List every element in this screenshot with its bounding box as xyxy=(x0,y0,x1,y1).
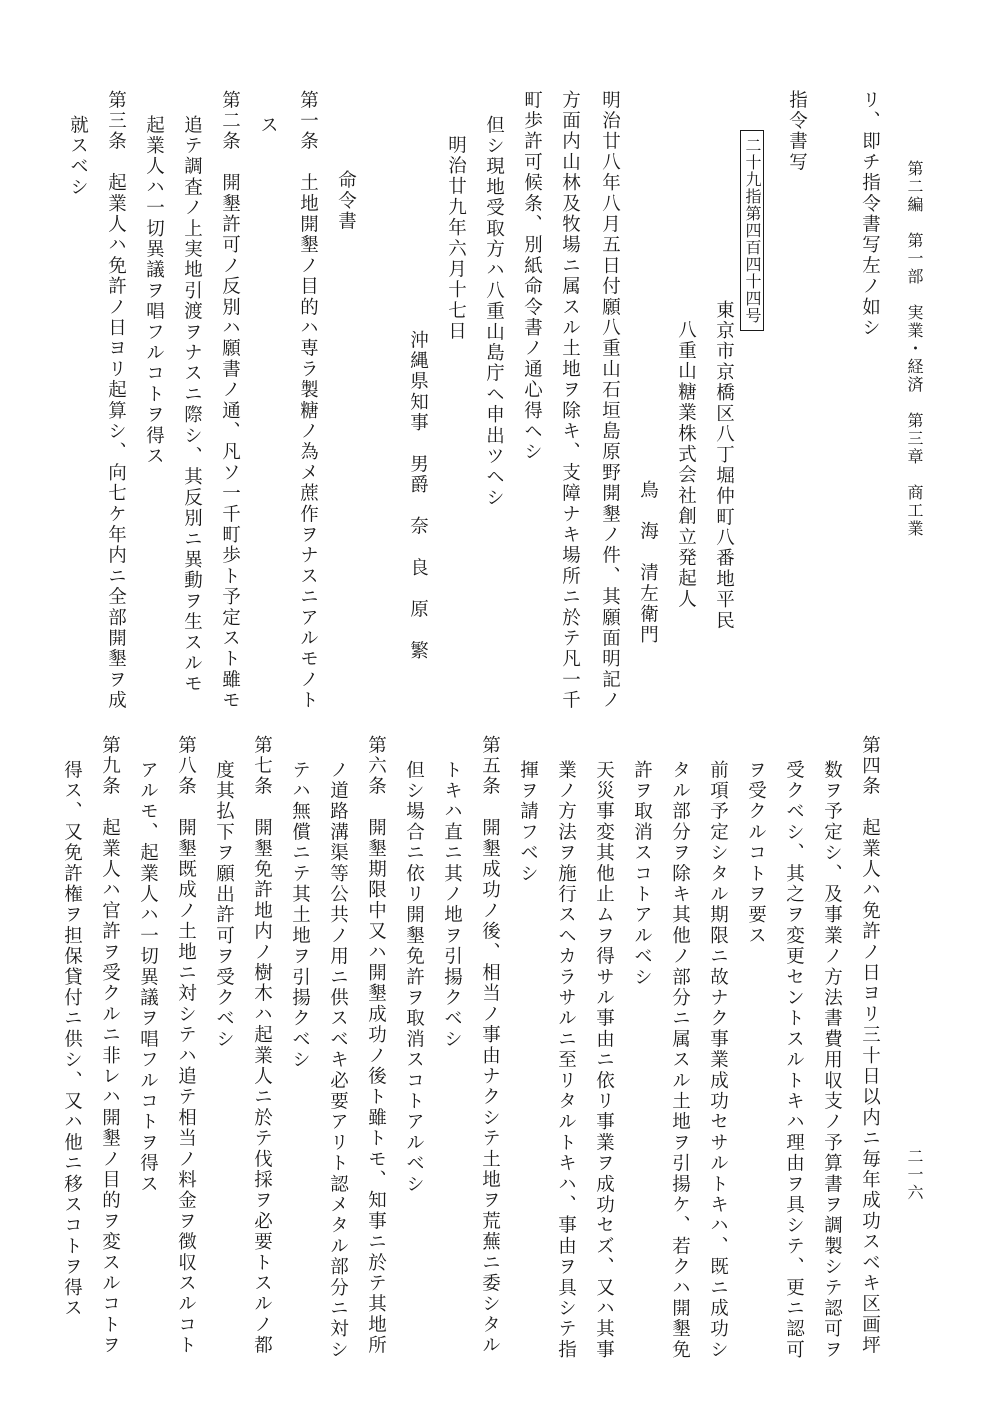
page-number: 二一六 xyxy=(905,1148,924,1202)
article-4-line-6: タル部分ヲ除キ其他ノ部分ニ属スル土地ヲ引揚ケ、若クハ開墾免 xyxy=(669,760,691,1361)
permit-date: 明治廿九年六月十七日 xyxy=(445,135,467,342)
article-6-line-1: 第六条 開墾期限中又ハ開墾成功ノ後ト雖トモ、知事ニ於テ其地所 xyxy=(365,735,387,1356)
article-4-line-1: 第四条 起業人ハ免許ノ日ヨリ三十日以内ニ毎年成功スベキ区画坪 xyxy=(859,735,881,1356)
article-4-line-7: 許ヲ取消スコトアルベシ xyxy=(631,760,653,988)
article-5-line-1: 第五条 開墾成功ノ後、相当ノ事由ナクシテ土地ヲ荒蕪ニ委シタル xyxy=(479,735,501,1356)
applicant-name: 鳥 海 清左衛門 xyxy=(637,480,659,646)
intro-line: リ、即チ指令書写左ノ如シ xyxy=(859,90,881,339)
article-3-line-2: 就スベシ xyxy=(67,115,89,198)
article-5-line-2: トキハ直ニ其ノ地ヲ引揚クベシ xyxy=(441,760,463,1050)
article-4-line-9: 業ノ方法ヲ施行スヘカラサルニ至リタルトキハ、事由ヲ具シテ指 xyxy=(555,760,577,1361)
applicant-company: 八重山糖業株式会社創立発起人 xyxy=(675,320,697,610)
article-9-line-2: 得ス、又免許権ヲ担保貸付ニ供シ、又ハ他ニ移スコトヲ得ス xyxy=(61,760,83,1319)
running-header: 第二編 第一部 実業・経済 第三章 商工業 xyxy=(905,160,924,538)
article-6-line-3: テハ無償ニテ其土地ヲ引揚クベシ xyxy=(289,760,311,1071)
article-4-line-2: 数ヲ予定シ、及事業ノ方法書費用収支ノ予算書ヲ調製シテ認可ヲ xyxy=(821,760,843,1361)
permit-line-3: 町歩許可候条、別紙命令書ノ通心得ヘシ xyxy=(521,90,543,463)
permit-line-1: 明治廿八年八月五日付願八重山石垣島原野開墾ノ件、其願面明記ノ xyxy=(599,90,621,711)
article-4-line-10: 揮ヲ請フベシ xyxy=(517,760,539,885)
article-7-line-1: 第七条 開墾免許地内ノ樹木ハ起業人ニ於テ伐採ヲ必要トスルノ都 xyxy=(251,735,273,1356)
article-9-line-1: 第九条 起業人ハ官許ヲ受クルニ非レハ開墾ノ目的ヲ変スルコトヲ xyxy=(99,735,121,1356)
article-7-line-2: 度其払下ヲ願出許可ヲ受クベシ xyxy=(213,760,235,1050)
article-4-line-5: 前項予定シタル期限ニ故ナク事業成功セサルトキハ、既ニ成功シ xyxy=(707,760,729,1361)
article-2-line-1: 第二条 開墾許可ノ反別ハ願書ノ通、凡ソ一千町歩ト予定スト雖モ xyxy=(219,90,241,711)
permit-proviso: 但シ現地受取方ハ八重山島庁ヘ申出ツヘシ xyxy=(483,115,505,509)
article-3-line-1: 第三条 起業人ハ免許ノ日ヨリ起算シ、向七ケ年内ニ全部開墾ヲ成 xyxy=(105,90,127,711)
permit-signer: 沖縄県知事 男爵 奈 良 原 繁 xyxy=(407,330,429,662)
article-5-line-3: 但シ場合ニ依リ開墾免許ヲ取消スコトアルベシ xyxy=(403,760,425,1195)
article-4-line-3: 受クベシ、其之ヲ変更セントスルトキハ理由ヲ具シテ、更ニ認可 xyxy=(783,760,805,1361)
article-6-line-2: ノ道路溝渠等公共ノ用ニ供スベキ必要アリト認メタル部分ニ対シ xyxy=(327,760,349,1361)
article-2-line-2: 追テ調査ノ上実地引渡ヲナスニ際シ、其反別ニ異動ヲ生スルモ xyxy=(181,115,203,695)
article-2-line-3: 起業人ハ一切異議ヲ唱フルコトヲ得ス xyxy=(143,115,165,467)
article-1-line-1: 第一条 土地開墾ノ目的ハ専ラ製糖ノ為メ蔗作ヲナスニアルモノト xyxy=(297,90,319,711)
article-4-line-8: 天災事変其他止ムヲ得サル事由ニ依リ事業ヲ成功セズ、又ハ其事 xyxy=(593,760,615,1361)
article-8-line-1: 第八条 開墾既成ノ土地ニ対シテハ追テ相当ノ料金ヲ徴収スルコト xyxy=(175,735,197,1356)
applicant-address: 東京市京橋区八丁堀仲町八番地平民 xyxy=(713,300,735,632)
reference-number-box: 二十九指第四百四十四号 xyxy=(740,130,764,331)
article-1-line-2: ス xyxy=(257,115,279,136)
order-title: 命令書 xyxy=(335,170,357,233)
article-4-line-4: ヲ受クルコトヲ要ス xyxy=(745,760,767,947)
permit-line-2: 方面内山林及牧場ニ属スル土地ヲ除キ、支障ナキ場所ニ於テ凡一千 xyxy=(559,90,581,711)
article-8-line-2: アルモ、起業人ハ一切異議ヲ唱フルコトヲ得ス xyxy=(137,760,159,1195)
section-heading: 指令書写 xyxy=(786,90,808,173)
